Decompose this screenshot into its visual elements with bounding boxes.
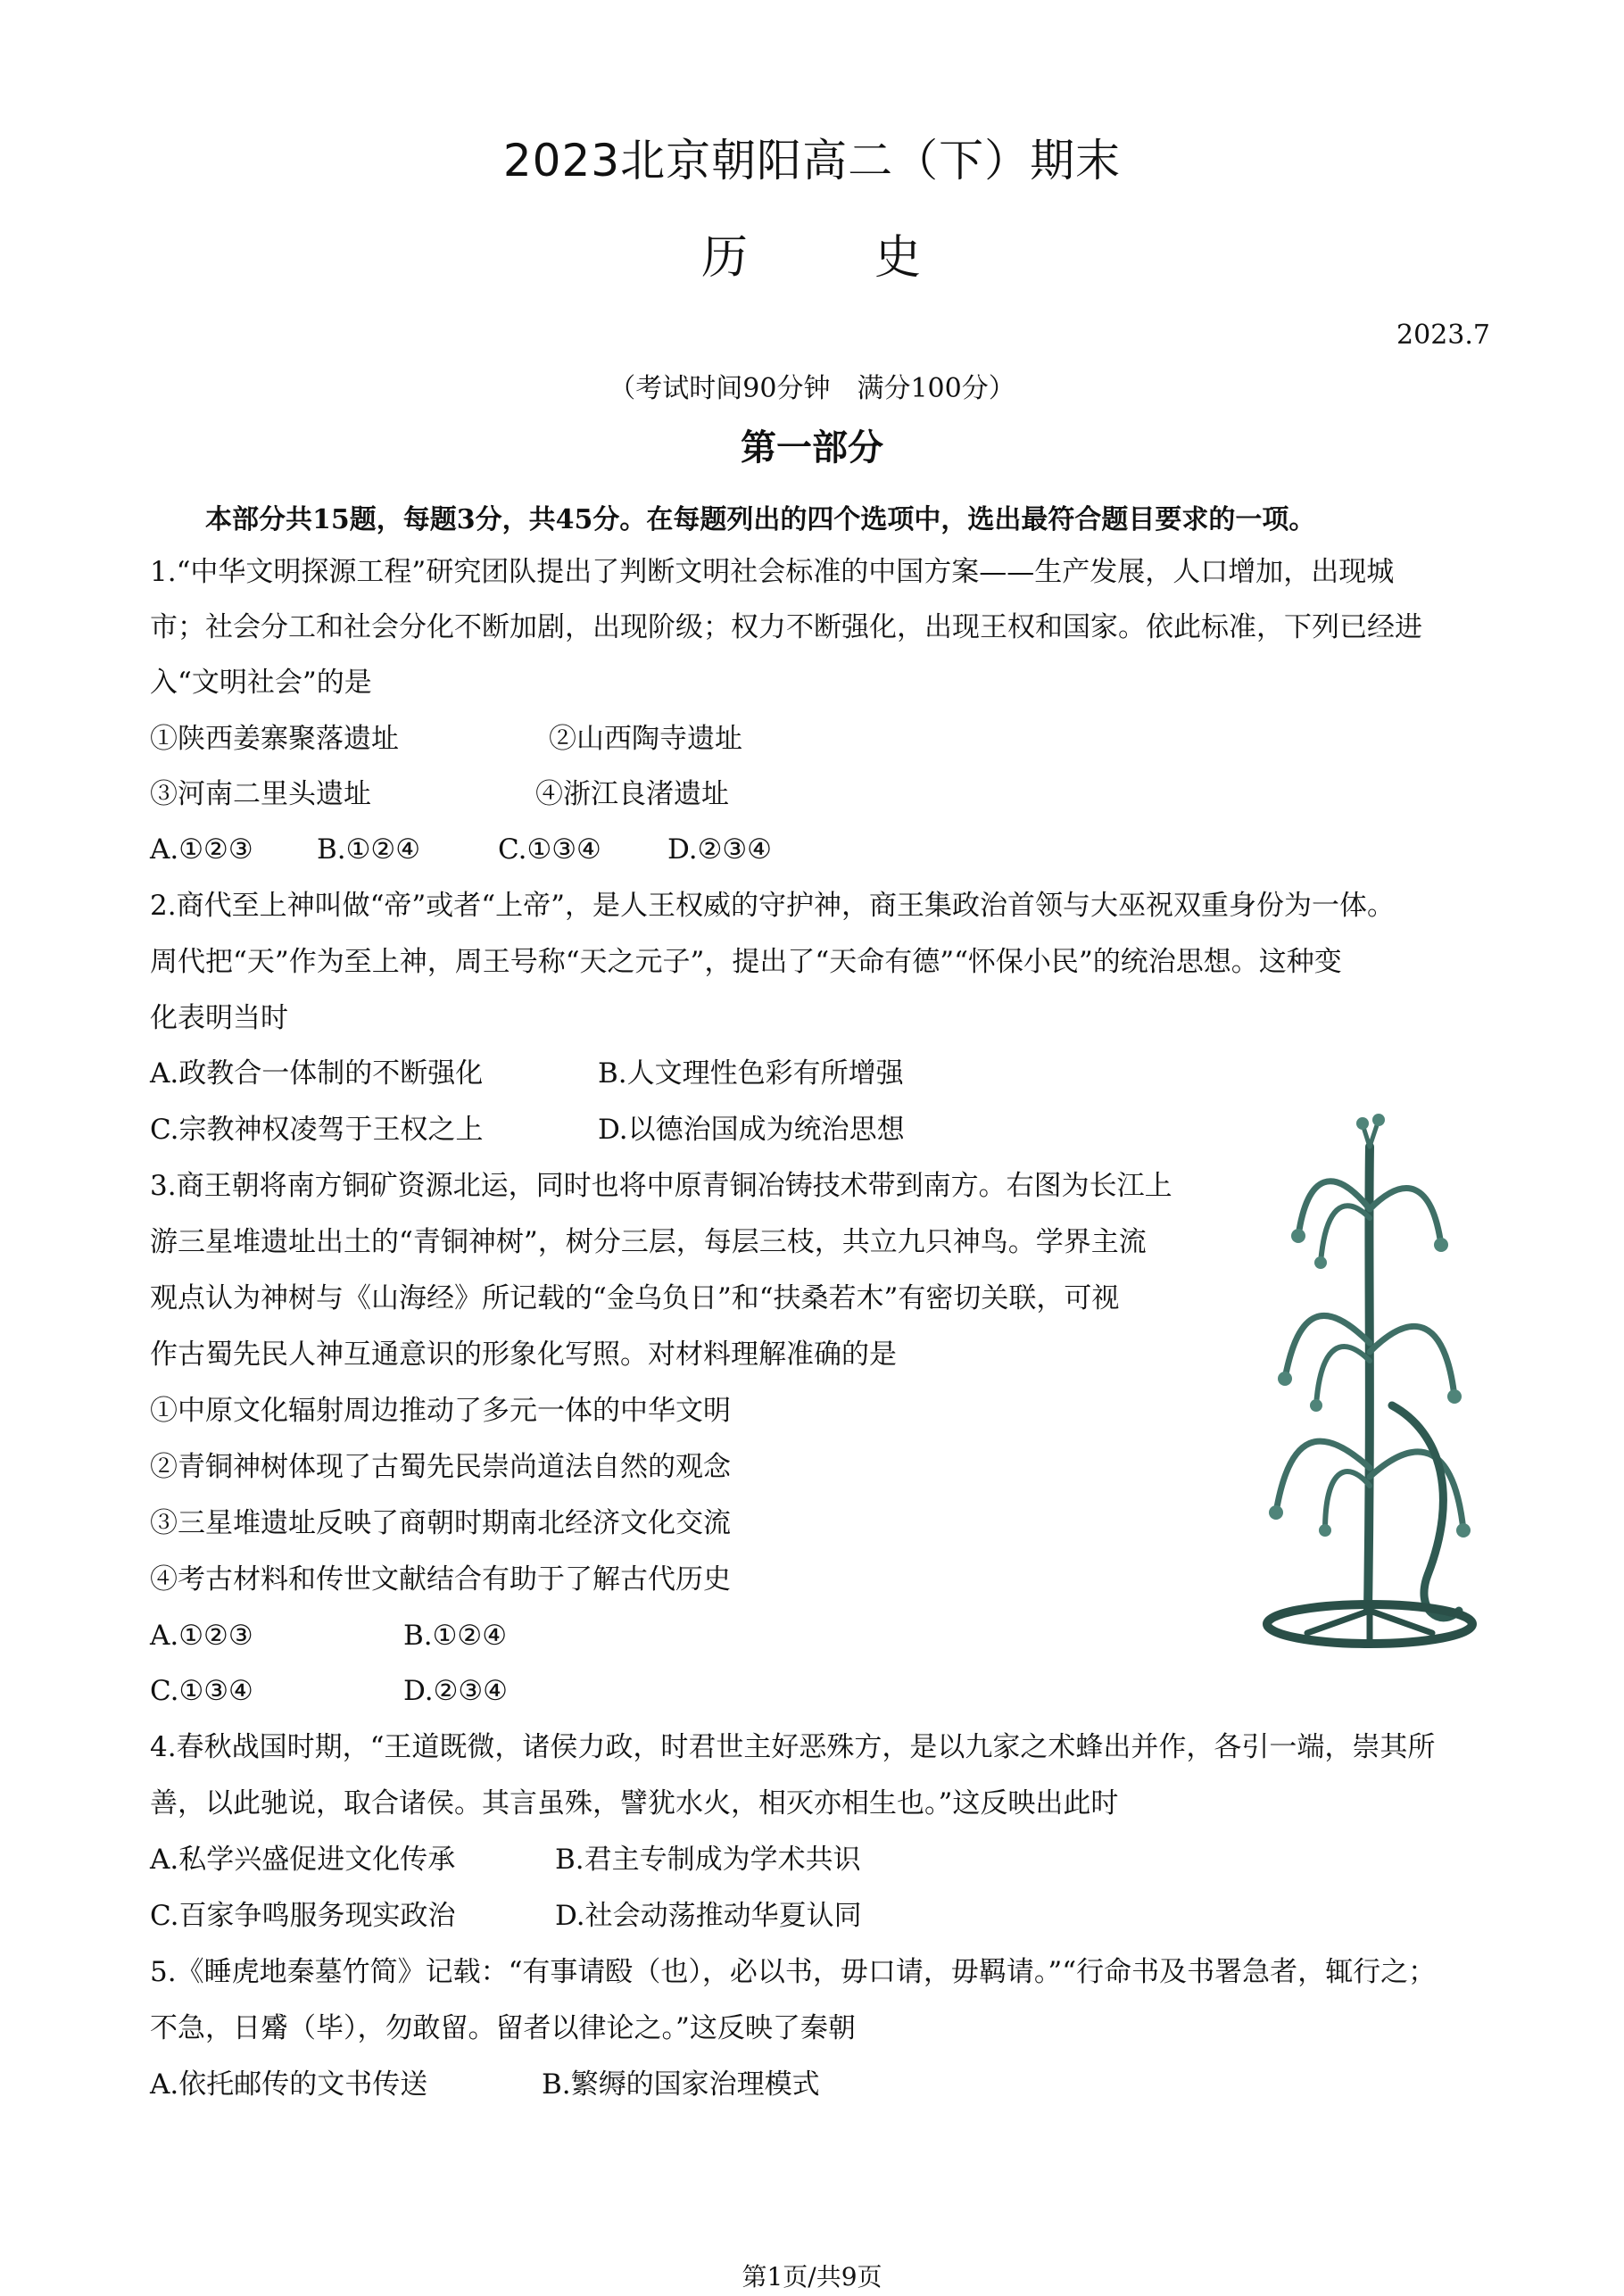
q5-option-a: A.依托邮传的文书传送 [150,2068,428,2101]
q4-option-a: A.私学兴盛促进文化传承 [150,1844,456,1876]
q3-option-c: C.①③④ [150,1675,253,1707]
q1-line-1: 1.“中华文明探源工程”研究团队提出了判断文明社会标准的中国方案——生产发展，人口增加，出现城 [150,556,1395,588]
page-number: 第1页/共9页 [742,2262,882,2292]
q3-option-a: A.①②③ [150,1620,253,1652]
q3-option-d: D.②③④ [403,1675,508,1707]
q1-line-2: 市；社会分工和社会分化不断加剧，出现阶级；权力不断强化，出现王权和国家。依此标准，下列已经进 [150,611,1422,643]
q5-option-b: B.繁缛的国家治理模式 [542,2068,820,2101]
q5-line-2: 不急，日觱（毕），勿敢留。留者以律论之。”这反映了秦朝 [150,2012,856,2044]
q1-item: ③河南二里头遗址 [150,778,371,810]
q2-line-3: 化表明当时 [150,1002,288,1034]
q2-option-a: A.政教合一体制的不断强化 [150,1057,484,1090]
q3-item: ③三星堆遗址反映了商朝时期南北经济文化交流 [150,1507,731,1539]
q4-option-d: D.社会动荡推动华夏认同 [555,1900,862,1932]
q4-line-1: 4.春秋战国时期，“王道既微，诸侯力政，时君世主好恶殊方，是以九家之术蜂出并作，各引一端，崇其所 [150,1731,1436,1763]
q1-option-c: C.①③④ [498,833,601,866]
q3-item: ④考古材料和传世文献结合有助于了解古代历史 [150,1563,731,1596]
q3-line-4: 作古蜀先民人神互通意识的形象化写照。对材料理解准确的是 [150,1339,897,1371]
subject-char-2: 史 [874,231,924,285]
q1-option-a: A.①②③ [150,833,253,866]
q5-line-1: 5.《睡虎地秦墓竹简》记载：“有事请殹（也），必以书，毋口请，毋羁请。”“行命书及书署急者，辄行之； [150,1956,1437,1988]
q2-line-2: 周代把“天”作为至上神，周王号称“天之元子”，提出了“天命有德”“怀保小民”的统治思想。这种变 [150,946,1342,978]
q1-item: ②山西陶寺遗址 [549,723,742,755]
q1-item: ①陕西姜寨聚落遗址 [150,723,399,755]
q2-line-1: 2.商代至上神叫做“帝”或者“上帝”，是人王权威的守护神，商王集政治首领与大巫祝双重身份为一体。 [150,890,1395,922]
q3-item: ②青铜神树体现了古蜀先民崇尚道法自然的观念 [150,1451,731,1483]
exam-date: 2023.7 [1396,319,1490,351]
subject-title [0,220,1624,286]
q3-line-1: 3.商王朝将南方铜矿资源北运，同时也将中原青铜冶铸技术带到南方。右图为长江上 [150,1170,1172,1202]
q1-item: ④浙江良渚遗址 [535,778,729,810]
q3-option-b: B.①②④ [403,1620,508,1652]
q4-option-c: C.百家争鸣服务现实政治 [150,1900,456,1932]
subject-char-1: 历 [700,231,750,285]
part-title: 第一部分 [741,427,883,468]
q1-option-b: B.①②④ [317,833,421,866]
q1-line-3: 入“文明社会”的是 [150,667,372,699]
q2-option-d: D.以德治国成为统治思想 [598,1114,905,1146]
q2-option-c: C.宗教神权凌驾于王权之上 [150,1114,484,1146]
q4-option-b: B.君主专制成为学术共识 [555,1844,861,1876]
q4-line-2: 善，以此驰说，取合诸侯。其言虽殊，譬犹水火，相灭亦相生也。”这反映出此时 [150,1787,1119,1819]
exam-info: （考试时间90分钟 满分100分） [609,373,1015,404]
q2-option-b: B.人文理性色彩有所增强 [598,1057,904,1090]
q3-line-3: 观点认为神树与《山海经》所记载的“金乌负日”和“扶桑若木”有密切关联，可视 [150,1282,1120,1314]
part-instructions: 本部分共15题，每题3分，共45分。在每题列出的四个选项中，选出最符合题目要求的一项。 [205,504,1316,535]
bronze-sacred-tree-image [1236,1111,1495,1664]
q3-item: ①中原文化辐射周边推动了多元一体的中华文明 [150,1395,731,1427]
page-title: 2023北京朝阳高二（下）期末 [502,135,1122,186]
q1-option-d: D.②③④ [667,833,772,866]
q3-line-2: 游三星堆遗址出土的“青铜神树”，树分三层，每层三枝，共立九只神鸟。学界主流 [150,1226,1147,1258]
